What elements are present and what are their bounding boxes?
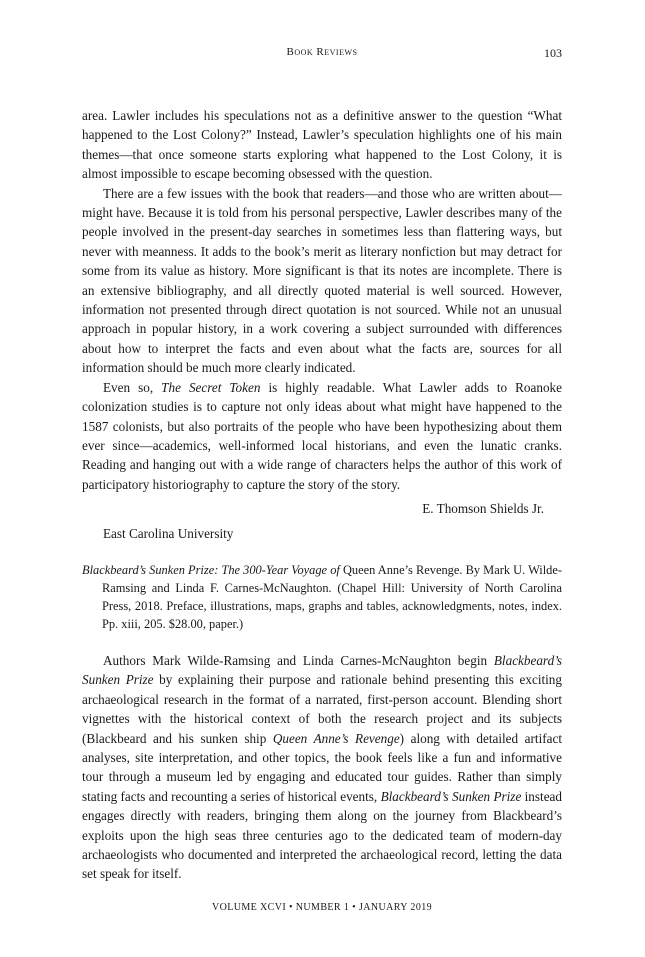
- reviewer-name: E. Thomson Shields Jr.: [422, 501, 544, 517]
- page-body: [82, 106, 562, 884]
- book-title-secret-token: The Secret Token: [161, 379, 261, 395]
- review2-title-2: Queen Anne’s Revenge: [272, 730, 400, 746]
- review1-paragraph-3: [82, 378, 562, 494]
- review2-paragraph-1: [82, 651, 562, 884]
- review1-paragraph-1: area. Lawler includes his speculations not as a definitive answer to the question “What happened to the Lost Colony?” Instead, Lawler’s speculation highlights one of his main themes—that once someone starts exploring what happened to the Lost Colony, it is almost impossible to escape becoming obsessed with the question.: [82, 108, 562, 182]
- review1-p3-lead: Even so,: [103, 379, 162, 395]
- review1-p3-rest: is highly readable. What Lawler adds to Roanoke colonization studies is to capture not only ideas about what might have happened to the 1587 colonists, but also portraits of the people who have been hypothesizing about them ever since—academics, well-informed local historians, and even the lunatic cranks. Reading and hanging out with a wide range of characters helps the author of this work of participatory historiography to capture the story of the story.: [82, 379, 562, 492]
- review2-title-1: Blackbeard’s Sunken Prize: [82, 652, 562, 688]
- page-footer: [82, 902, 562, 913]
- page-header: [82, 46, 562, 62]
- footer-sep-2: •: [349, 902, 359, 913]
- running-head: Book Reviews: [286, 46, 358, 58]
- citation-ship-name: Revenge: [416, 562, 460, 577]
- citation-title-plain: Queen Anne’s: [339, 562, 416, 577]
- footer-volume: VOLUME XCVI: [211, 902, 287, 913]
- review2-title-3: Blackbeard’s Sunken Prize: [380, 788, 522, 804]
- review2-s2: by explaining their purpose and rationale behind presenting this exciting archaeological research in the format of a narrated, first-person account. Blending short vignettes with the historical context of both the research project and its subjects (Blackbeard and his sunken ship: [82, 672, 562, 746]
- footer-sep-1: •: [286, 902, 296, 913]
- book-citation: [82, 561, 562, 633]
- page-number: 103: [544, 46, 562, 60]
- citation-details: . By Mark U. Wilde-Ramsing and Linda F. Carnes-McNaughton. (Chapel Hill: University of North Carolina Press, 2018. Preface, illustrations, maps, graphs and tables, acknowledgments, notes, index. Pp. xiii, 205. $28.00, paper.): [102, 562, 563, 631]
- review2-s1: Authors Mark Wilde-Ramsing and Linda Carnes-McNaughton begin: [103, 652, 494, 668]
- review2-s4: instead engages directly with readers, bringing them along on the journey from Blackbeard’s exploits upon the high seas three centuries ago to the dedicated team of modern-day archaeologists who documented and interpreted the archaeological record, letting the data set speak for itself.: [82, 788, 562, 882]
- review1-paragraph-2: There are a few issues with the book that readers—and those who are written about—might have. Because it is told from his personal perspective, Lawler describes many of the people involved in the present-day searches in sometimes less than flattering ways, but never with meanness. It adds to the book’s merit as literary nonfiction but may detract for some from its value as history. More significant is that its notes are incomplete. There is an extensive bibliography, and all directly quoted material is well sourced. However, information not presented through direct quotation is not sourced. While not an unusual approach in popular history, in a work covering a subject surrounded with differences about how to interpret the facts and even about what the facts are, sources for all information should be much more clearly indicated.: [82, 185, 562, 376]
- reviewer-institution: East Carolina University: [103, 525, 234, 541]
- citation-title-italic: Blackbeard’s Sunken Prize: The 300-Year Voyage of: [82, 562, 340, 577]
- footer-number: NUMBER 1: [295, 902, 350, 913]
- footer-date: JANUARY 2019: [358, 902, 433, 913]
- review2-s3: ) along with detailed artifact analyses, site interpretation, and other topics, the book feels like a fun and informative tour through a museum led by engaging and educated tour guides. Rather than simply stating facts and recounting a series of historical events,: [82, 730, 562, 804]
